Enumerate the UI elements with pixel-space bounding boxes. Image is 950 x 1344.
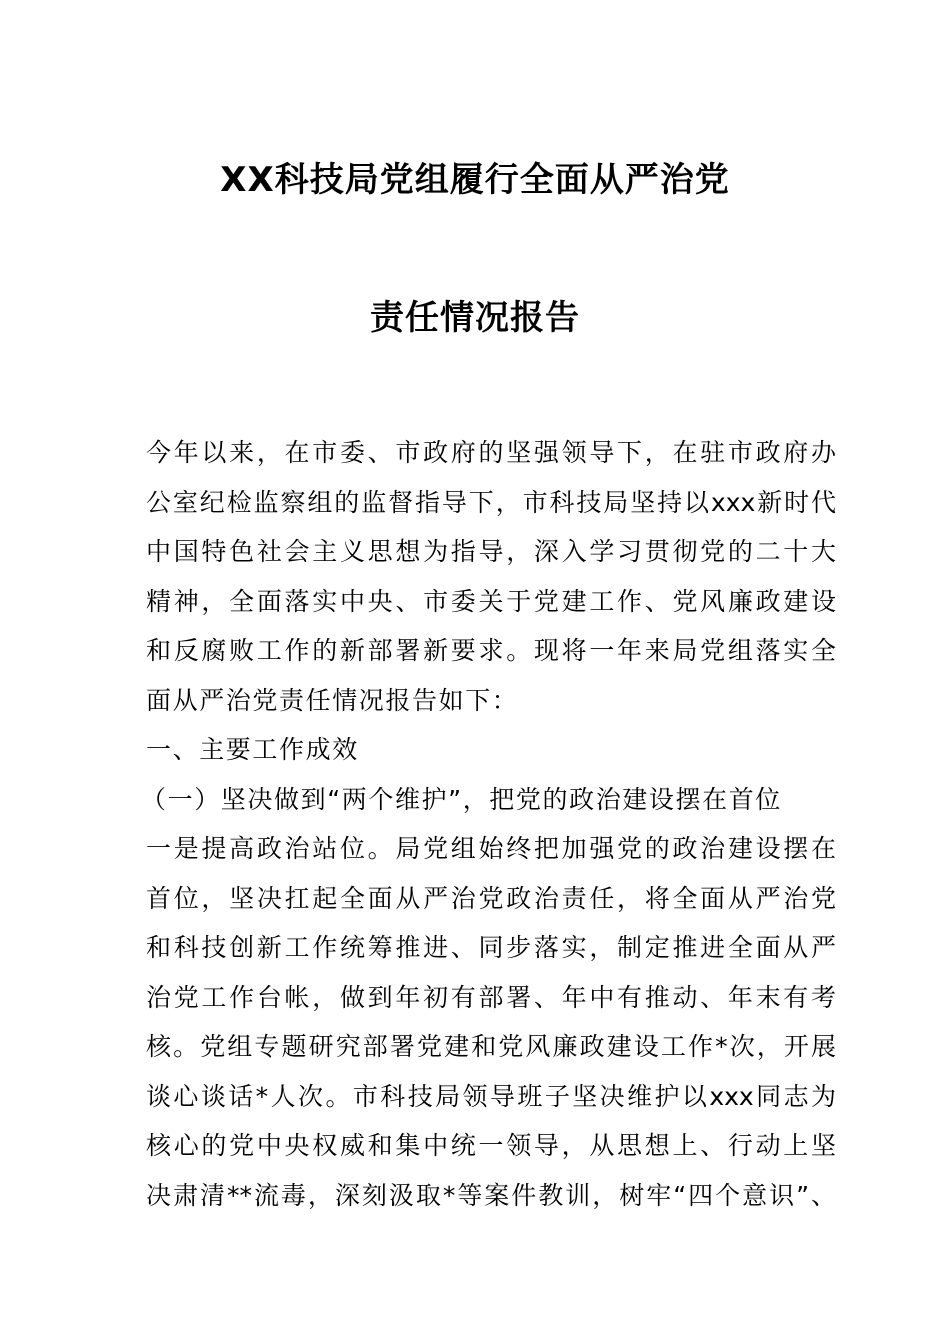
- body-line: 首位，坚决扛起全面从严治党政治责任，将全面从严治党: [146, 883, 836, 913]
- body-line: 精神，全面落实中央、市委关于党建工作、党风廉政建设: [146, 586, 836, 616]
- document-title-line-1: XX科技局党组履行全面从严治党: [220, 160, 730, 200]
- body-line: 治党工作台帐，做到年初有部署、年中有推动、年末有考: [146, 982, 836, 1012]
- body-line: 今年以来，在市委、市政府的坚强领导下，在驻市政府办: [146, 438, 836, 467]
- document-title-line-2: 责任情况报告: [370, 298, 580, 338]
- body-line: 决肃清**流毒，深刻汲取*等案件教训，树牢“四个意识”、: [146, 1180, 836, 1210]
- section-heading: 一、主要工作成效: [146, 735, 359, 764]
- body-line: 核。党组专题研究部署党建和党风廉政建设工作*次，开展: [146, 1032, 836, 1061]
- body-line: 核心的党中央权威和集中统一领导，从思想上、行动上坚: [146, 1131, 836, 1160]
- document-body: [141, 428, 836, 1220]
- subsection-heading: （一）坚决做到“两个维护”，把党的政治建设摆在首位: [141, 784, 782, 814]
- body-line: 一是提高政治站位。局党组始终把加强党的政治建设摆在: [146, 834, 836, 863]
- body-line: 公室纪检监察组的监督指导下，市科技局坚持以xxx新时代: [146, 487, 836, 517]
- body-line: 面从严治党责任情况报告如下：: [146, 685, 519, 715]
- body-line: 中国特色社会主义思想为指导，深入学习贯彻党的二十大: [146, 537, 836, 566]
- body-line: 谈心谈话*人次。市科技局领导班子坚决维护以xxx同志为: [146, 1081, 836, 1111]
- body-line: 和反腐败工作的新部署新要求。现将一年来局党组落实全: [146, 636, 836, 665]
- body-line: 和科技创新工作统筹推进、同步落实，制定推进全面从严: [146, 933, 836, 962]
